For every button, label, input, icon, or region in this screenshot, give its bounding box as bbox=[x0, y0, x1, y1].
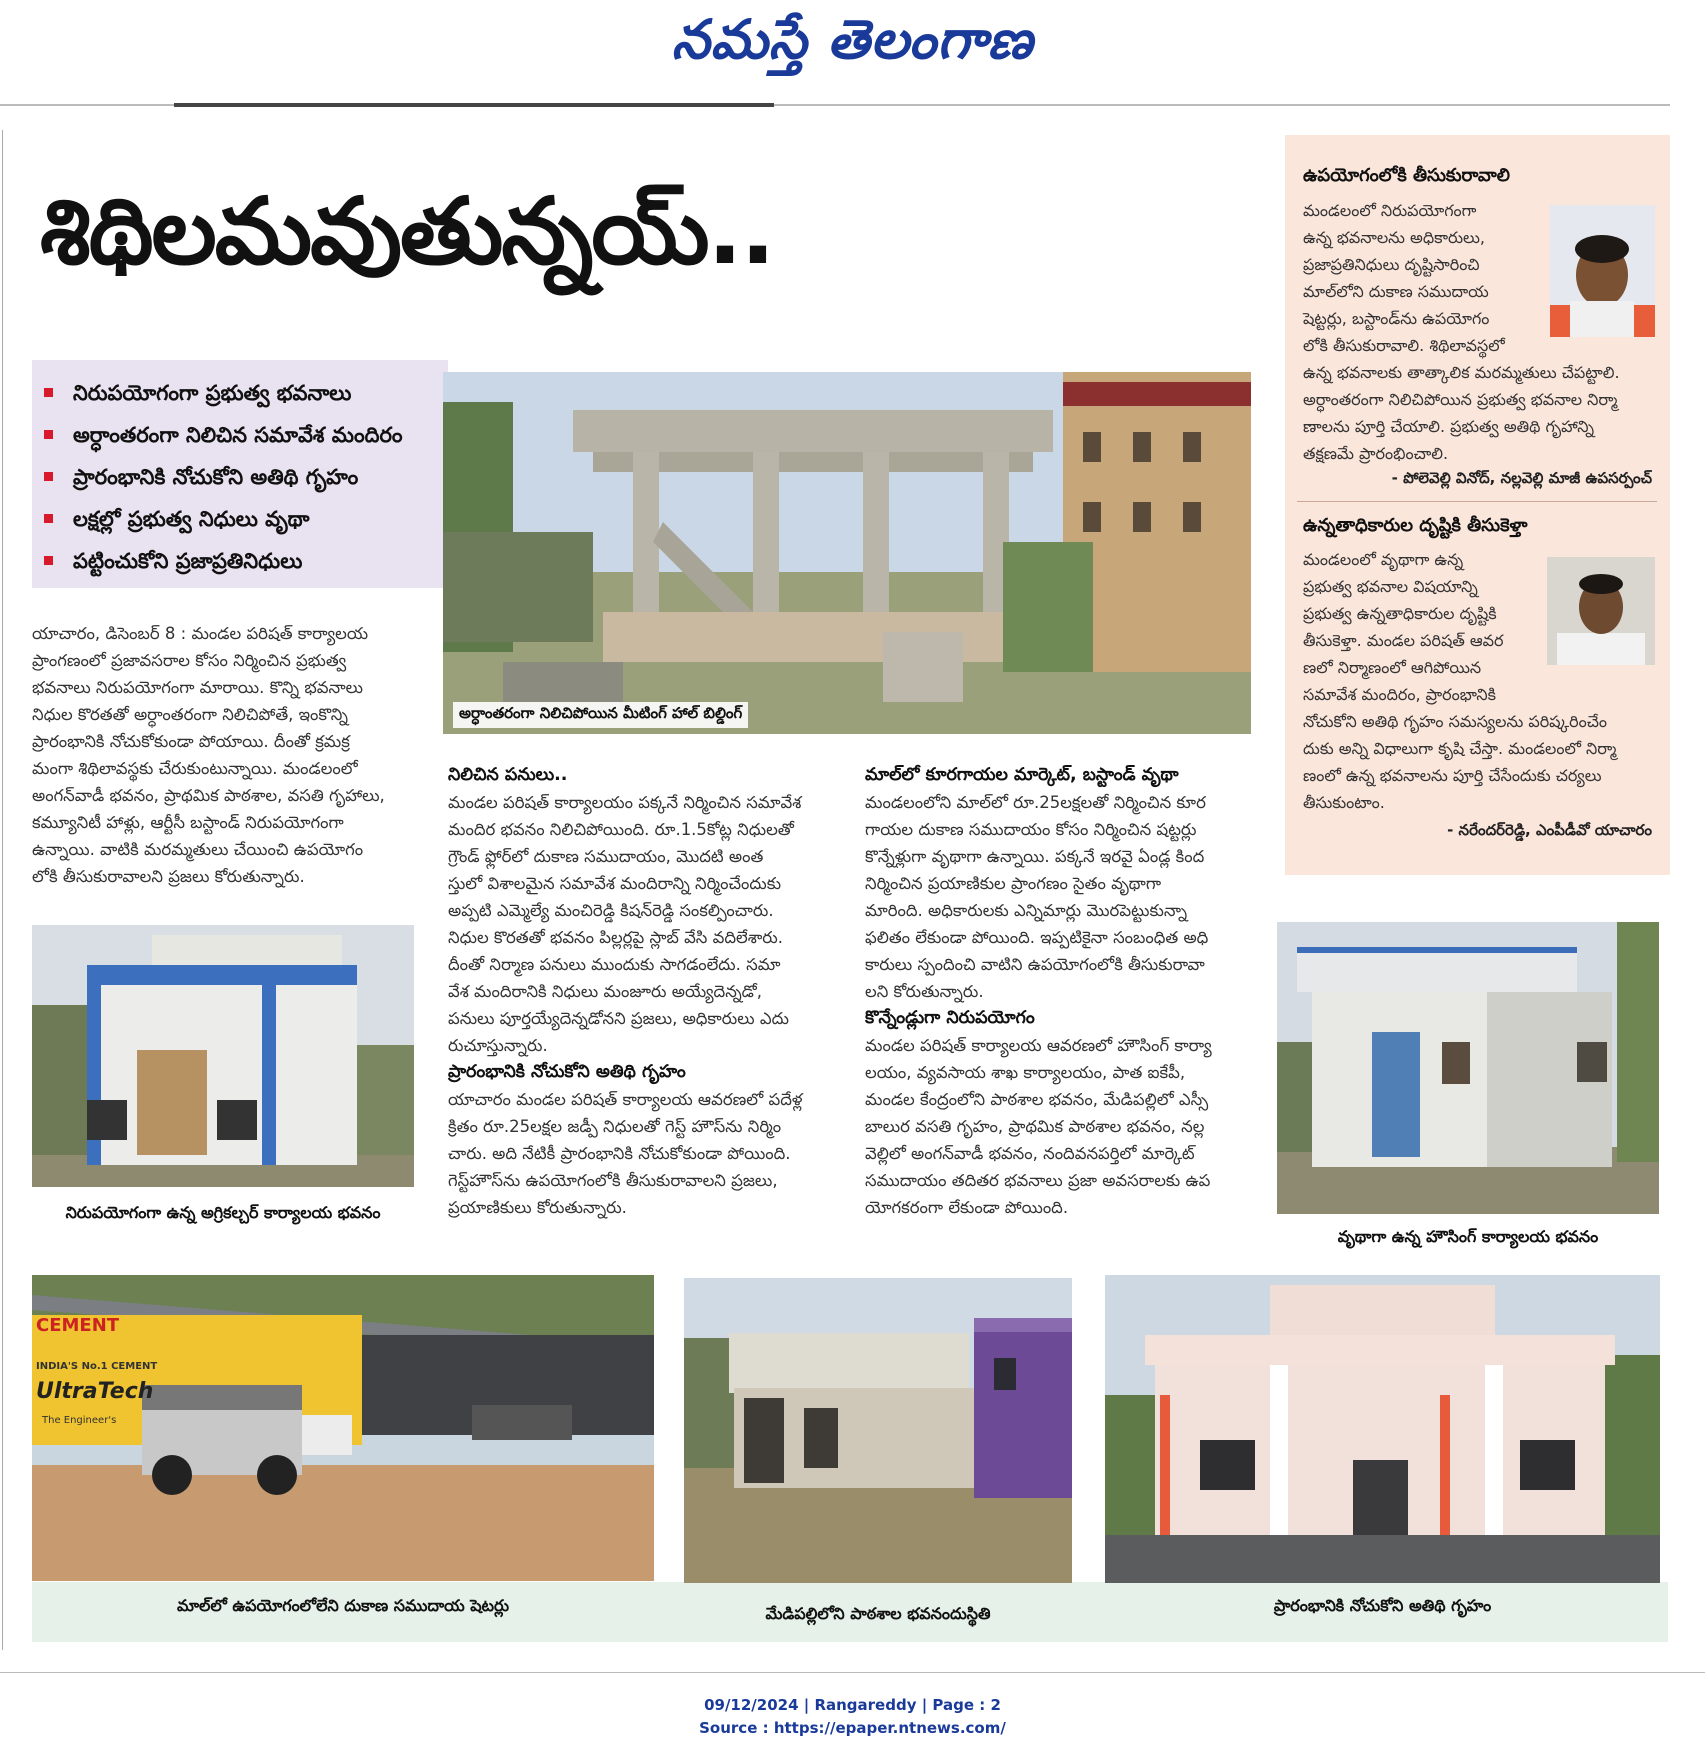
quote2-heading: ఉన్నతాధికారుల దృష్టికి తీసుకెళ్తా bbox=[1303, 515, 1528, 536]
meeting-hall-caption: అర్ధాంతరంగా నిలిచిపోయిన మీటింగ్ హాల్ బిల్డింగ్ bbox=[453, 702, 748, 728]
column-2 bbox=[448, 762, 846, 1221]
highlights-box bbox=[32, 360, 448, 588]
housing-office-caption: వృథాగా ఉన్న హౌసింగ్ కార్యాలయ భవనం bbox=[1337, 1227, 1599, 1246]
masthead-rule-accent bbox=[174, 103, 774, 107]
article-headline: శిథిలమవుతున్నయ్.. bbox=[40, 178, 774, 285]
col3-body-1: మండలంలోని మాల్‌లో రూ.25లక్షలతో నిర్మించిన కూర గాయల దుకాణ సముదాయం కోసం నిర్మించిన షట్టర్లు కొన్నేళ్లుగా వృథాగా ఉన్నాయి. పక్కనే ఇరవై ఏండ్ల కింద నిర్మించిన ప్రయాణికుల ప్రాంగణం సైతం వృథాగా మారింది. అధికారులకు ఎన్నిమార్లు మొరపెట్టుకున్నా ఫలితం లేకుండా పోయింది. ఇప్పటికైనా సంబంధిత అధి కారులు స్పందించి వాటిని ఉపయోగంలోకి తీసుకురావా లని కోరుతున్నారు. bbox=[865, 793, 1209, 1001]
highlight-item: పట్టించుకోని ప్రజాప్రతినిధులు bbox=[44, 540, 448, 582]
highlight-item: నిరుపయోగంగా ప్రభుత్వ భవనాలు bbox=[44, 372, 448, 414]
intro-paragraph: యాచారం, డిసెంబర్ 8 : మండల పరిషత్ కార్యాలయ ప్రాంగణంలో ప్రజావసరాల కోసం నిర్మించిన ప్రభుత్వ భవనాలు నిరుపయోగంగా మారాయి. కొన్ని భవనాలు నిధుల కొరతతో అర్ధాంతరంగా నిలిచిపోతే, ఇంకొన్ని ప్రారంభానికి నోచుకోకుండా పోయాయి. దీంతో క్రమక్ర మంగా శిథిలావస్థకు చేరుకుంటున్నాయి. మండలంలో అంగన్‌వాడీ భవనం, ప్రాథమిక పాఠశాల, వసతి గృహాలు, కమ్యూనిటీ హాళ్లు, ఆర్టీసీ బస్టాండ్ నిరుపయోగంగా ఉన్నాయి. వాటికి మరమ్మతులు చేయించి ఉపయోగం లోకి తీసుకురావాలని ప్రజలు కోరుతున్నారు. bbox=[32, 624, 385, 886]
truck-brand-text: INDIA'S No.1 CEMENT bbox=[36, 1361, 158, 1372]
masthead bbox=[0, 0, 1705, 100]
quote1-body-full: ఉన్న భవనాలకు తాత్కాలిక మరమ్మతులు చేపట్టాలి. అర్ధాంతరంగా నిలిచిపోయిన ప్రభుత్వ భవనాల నిర్మా ణాలను పూర్తి చేయాలి. ప్రభుత్వ అతిథి గృహాన్ని తక్షణమే ప్రారంభించాలి. bbox=[1303, 363, 1620, 463]
agri-office-caption: నిరుపయోగంగా ఉన్న అగ్రికల్చర్ కార్యాలయ భవనం bbox=[65, 1203, 381, 1222]
column-3 bbox=[865, 762, 1257, 1221]
school-caption: మేడిపల్లిలోని పాఠశాల భవనందుస్థితి bbox=[765, 1604, 991, 1623]
bullet-square-icon bbox=[44, 472, 53, 481]
col3-heading-2: కొన్నేండ్లుగా నిరుపయోగం bbox=[865, 1008, 1035, 1028]
col2-body-2: యాచారం మండల పరిషత్ కార్యాలయ ఆవరణలో పదేళ్ల క్రితం రూ.25లక్షల జడ్పీ నిధులతో గెస్ట్ హౌస్‌ను నిర్మిం చారు. అది నేటికీ ప్రారంభానికి నోచుకోకుండా పోయింది. గెస్ట్‌హౌస్‌ను ఉపయోగంలోకి తీసుకురావాలని ప్రజలు, ప్రయాణికులు కోరుతున్నారు. bbox=[448, 1090, 803, 1217]
sidebar-divider bbox=[1297, 501, 1657, 502]
quote2-signature: - నరేందర్‌రెడ్డి, ఎంపీడీవో యాచారం bbox=[1447, 821, 1652, 839]
agri-office-photo bbox=[32, 925, 414, 1187]
highlight-item: లక్షల్లో ప్రభుత్వ నిధులు వృథా bbox=[44, 498, 448, 540]
guest-house-caption: ప్రారంభానికి నోచుకోని అతిథి గృహం bbox=[1273, 1596, 1492, 1615]
shutters-caption: మాల్‌లో ఉపయోగంలోలేని దుకాణ సముదాయ షెటర్లు bbox=[176, 1596, 510, 1615]
meeting-hall-photo bbox=[443, 372, 1251, 734]
quote2-body: మండలంలో వృథాగా ఉన్న ప్రభుత్వ భవనాల విషయాన్ని ప్రభుత్వ ఉన్నతాధికారుల దృష్టికి తీసుకెళ్తా. మండల పరిషత్ ఆవర ణలో నిర్మాణంలో ఆగిపోయిన సమావేశ మందిరం, ప్రారంభానికి bbox=[1303, 550, 1504, 704]
quote2-portrait-photo bbox=[1547, 557, 1655, 665]
quote1-heading: ఉపయోగంలోకి తీసుకురావాలి bbox=[1303, 165, 1510, 186]
highlight-item: అర్ధాంతరంగా నిలిచిన సమావేశ మందిరం bbox=[44, 414, 448, 456]
footer-rule bbox=[0, 1672, 1705, 1673]
footer-source-link[interactable]: Source : https://epaper.ntnews.com/ bbox=[699, 1719, 1006, 1737]
masthead-logo: నమస్తే తెలంగాణ bbox=[671, 8, 1034, 71]
truck-brand-text: The Engineer's bbox=[42, 1415, 117, 1426]
col3-body-2: మండల పరిషత్ కార్యాలయ ఆవరణలో హౌసింగ్ కార్యా లయం, వ్యవసాయ శాఖ కార్యాలయం, పాత ఐకేపీ, మండల కేంద్రంలోని పాఠశాల భవనం, మేడిపల్లిలో ఎస్సీ బాలుర వసతి గృహం, ప్రాథమిక పాఠశాల భవనం, నల్ల వెల్లిలో అంగన్‌వాడీ భవనం, నందివనపర్తిలో మార్కెట్ సముదాయం తదితర భవనాలు ప్రజా అవసరాలకు ఉప యోగకరంగా లేకుండా పోయింది. bbox=[865, 1036, 1212, 1217]
col2-heading-1: నిలిచిన పనులు.. bbox=[448, 765, 568, 785]
quote1-body: మండలంలో నిరుపయోగంగా ఉన్న భవనాలను అధికారులు, ప్రజాప్రతినిధులు దృష్టిసారించి మాల్‌లోని దుకాణ సముదాయ షెట్టర్లు, బస్టాండ్‌ను ఉపయోగం లోకి తీసుకురావాలి. శిథిలావస్థలో bbox=[1303, 201, 1505, 355]
footer-date-edition: 09/12/2024 | Rangareddy | Page : 2 bbox=[704, 1696, 1001, 1714]
highlight-item: ప్రారంభానికి నోచుకోని అతిథి గృహం bbox=[44, 456, 448, 498]
bullet-square-icon bbox=[44, 430, 53, 439]
quote2-body-full: నోచుకోని అతిథి గృహం సమస్యలను పరిష్కరించేం దుకు అన్ని విధాలుగా కృషి చేస్తా. మండలంలో నిర్మా ణంలో ఉన్న భవనాలను పూర్తి చేసేందుకు చర్యలు తీసుకుంటాం. bbox=[1303, 712, 1617, 812]
quote1-signature: - పోలెవెల్లి వినోద్, నల్లవెల్లి మాజీ ఉపసర్పంచ్ bbox=[1391, 469, 1652, 487]
housing-office-photo bbox=[1277, 922, 1659, 1214]
bullet-square-icon bbox=[44, 388, 53, 397]
bullet-square-icon bbox=[44, 556, 53, 565]
quote1-portrait-photo bbox=[1550, 205, 1655, 337]
bullet-square-icon bbox=[44, 514, 53, 523]
quotes-sidebar bbox=[1285, 135, 1670, 875]
shutters-photo bbox=[32, 1275, 654, 1581]
col2-heading-2: ప్రారంభానికి నోచుకోని అతిథి గృహం bbox=[448, 1062, 686, 1082]
truck-brand-text: CEMENT bbox=[36, 1315, 120, 1336]
guest-house-photo bbox=[1105, 1275, 1660, 1583]
col2-body-1: మండల పరిషత్ కార్యాలయం పక్కనే నిర్మించిన సమావేశ మందిర భవనం నిలిచిపోయింది. రూ.1.5కోట్ల నిధులతో గ్రౌండ్ ఫ్లోర్‌లో దుకాణ సముదాయం, మొదటి అంత స్తులో విశాలమైన సమావేశ మందిరాన్ని నిర్మించేందుకు అప్పటి ఎమ్మెల్యే మంచిరెడ్డి కిషన్‌రెడ్డి సంకల్పించారు. నిధుల కొరతతో భవనం పిల్లర్లపై స్లాబ్ వేసి వదిలేశారు. దీంతో నిర్మాణ పనులు ముందుకు సాగడంలేదు. సమా వేశ మందిరానికి నిధులు మంజూరు అయ్యేదెన్నడో, పనులు పూర్తయ్యేదెన్నడోనని ప్రజలు, అధికారులు ఎదు రుచూస్తున్నారు. bbox=[448, 793, 802, 1055]
school-photo bbox=[684, 1278, 1072, 1583]
col3-heading-1: మాల్‌లో కూరగాయల మార్కెట్, బస్టాండ్ వృథా bbox=[865, 765, 1179, 785]
truck-brand-text: UltraTech bbox=[36, 1379, 154, 1404]
